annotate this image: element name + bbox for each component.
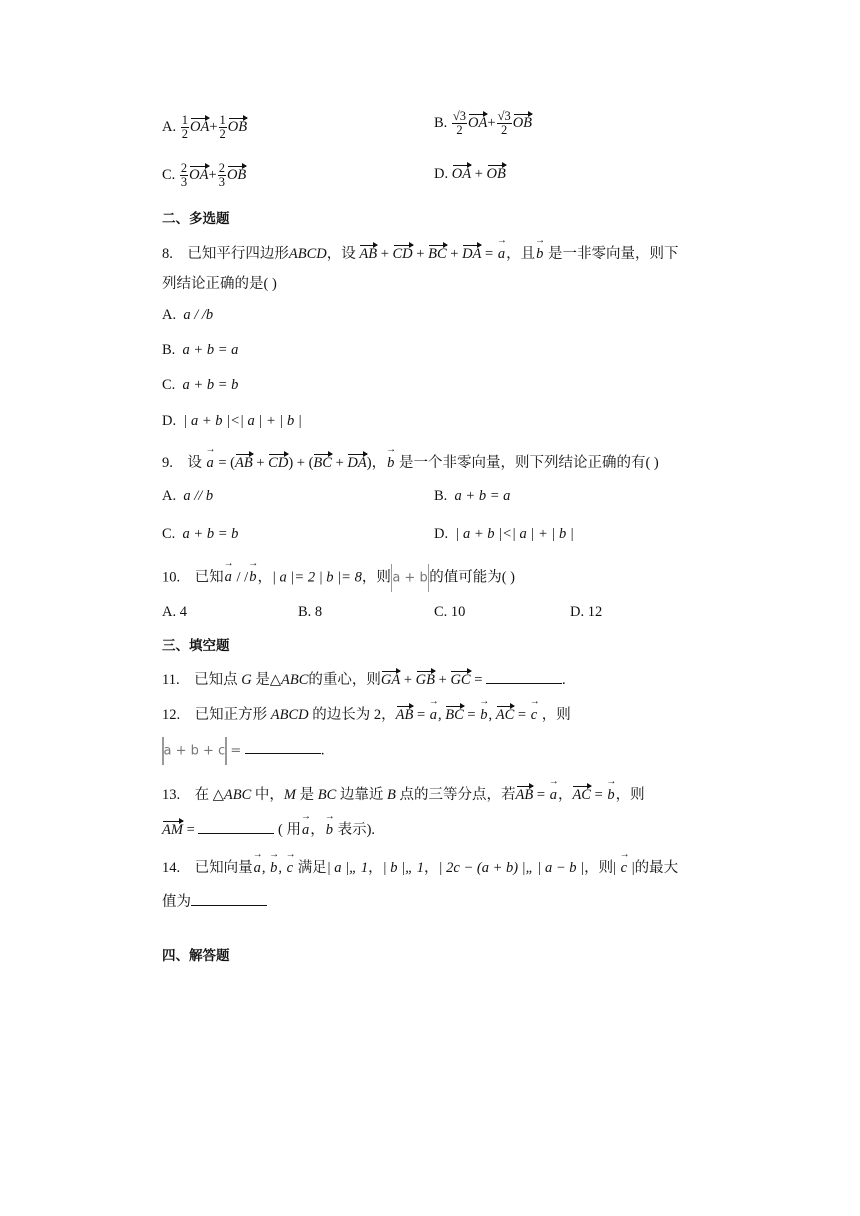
q10-stem: 10. 已知→ a / /→ b，| a |= 2 | b |= 8，则 a + b 的值可能为( ): [162, 564, 515, 592]
formula-image: a + b + c: [163, 743, 226, 759]
answer-blank[interactable]: [486, 683, 562, 684]
q8-option-d[interactable]: D. | a + b |<| a | + | b |: [162, 413, 302, 429]
q12-formula: a + b + c = .: [162, 737, 324, 765]
q14-stem: 14. 已知向量→ a, → b, → c 满足| a |„ 1，| b |„ 1，| 2c − (a + b) |„ | a − b |，则| → c |的最大: [162, 856, 678, 877]
answer-blank[interactable]: [191, 905, 267, 906]
q14-stem-cont: 值为: [162, 890, 267, 911]
vector-ob: OB: [227, 118, 248, 135]
q9-stem: 9. 设 → a = (AB + CD) + (BC + DA)，→ b 是一个非零向量，则下列结论正确的有( ): [162, 451, 659, 472]
q9-option-a[interactable]: A. a // b: [162, 488, 214, 504]
answer-blank[interactable]: [245, 753, 321, 754]
section-heading-solutions: 四、解答题: [162, 948, 230, 964]
q9-option-c[interactable]: C. a + b = b: [162, 526, 239, 542]
q7-option-b[interactable]: B. $\frac{√3}{2}$ OA+ $\frac{√3}{2}$ OB: [434, 109, 533, 138]
q8-option-a[interactable]: A. a / /b: [162, 307, 214, 323]
q8-stem: 8. 已知平行四边形ABCD，设 AB + CD + BC + DA = → a，且→ b 是一非零向量，则下: [162, 242, 678, 263]
q10-option-a[interactable]: A. 4: [162, 604, 187, 620]
q10-option-c[interactable]: C. 10: [434, 604, 466, 620]
q7-option-c[interactable]: C. $\frac{2}{3}$ OA+ $\frac{2}{3}$ OB: [162, 161, 247, 190]
q7-option-a[interactable]: A. $\frac{1}{2}$ OA+ $\frac{1}{2}$ OB: [162, 113, 248, 142]
q9-option-d[interactable]: D. | a + b |<| a | + | b |: [434, 526, 574, 542]
q12-stem: 12. 已知正方形 ABCD 的边长为 2，AB = → a, BC = → b, AC = → c ，则: [162, 703, 571, 724]
q10-option-b[interactable]: B. 8: [298, 604, 323, 620]
q8-option-c[interactable]: C. a + b = b: [162, 377, 239, 393]
q11-stem: 11. 已知点 G 是△ABC的重心，则GA + GB + GC = .: [162, 672, 566, 688]
q9-option-b[interactable]: B. a + b = a: [434, 488, 511, 504]
q7-option-d[interactable]: D. OA + OB: [434, 166, 506, 182]
q8-stem-cont: 列结论正确的是( ): [162, 276, 277, 292]
q8-option-b[interactable]: B. a + b = a: [162, 342, 239, 358]
q13-answer-line: AM = ( 用→ a，→ b 表示).: [162, 818, 375, 839]
answer-blank[interactable]: [198, 833, 274, 834]
section-heading-fill-in: 三、填空题: [162, 638, 230, 654]
q10-option-d[interactable]: D. 12: [570, 604, 603, 620]
fraction: $\frac{1}{2}$: [181, 113, 188, 142]
q13-stem: 13. 在 △ABC 中，M 是 BC 边靠近 B 点的三等分点，若AB = → a，AC = → b，则: [162, 783, 645, 804]
vector-oa: OA: [189, 118, 210, 135]
section-heading-multiple-choice: 二、多选题: [162, 211, 230, 227]
formula-image: a + b: [392, 570, 428, 586]
